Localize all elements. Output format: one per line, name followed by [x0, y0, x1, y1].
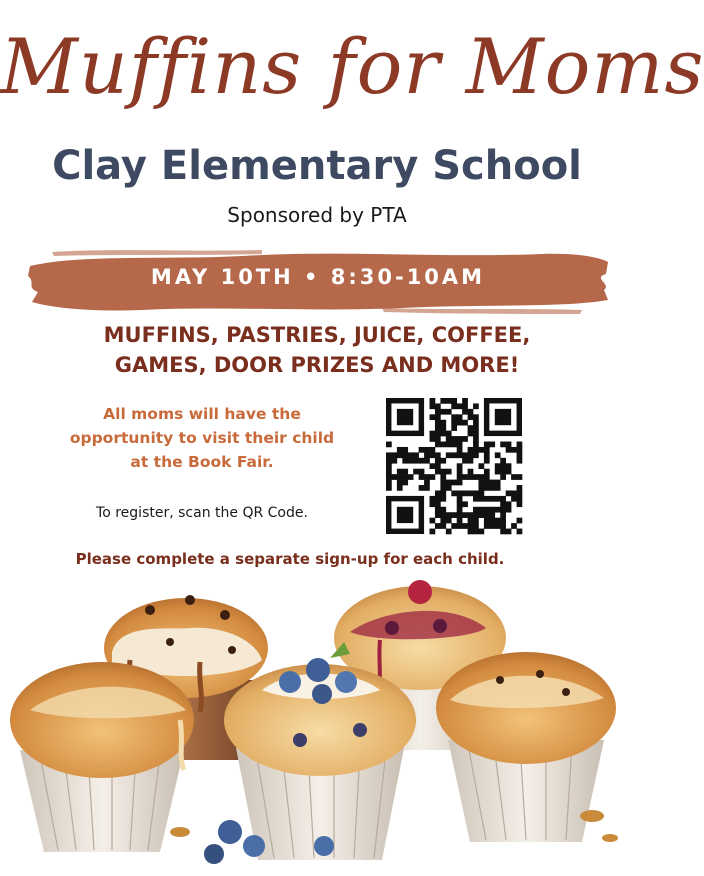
book-fair-line-2: opportunity to visit their child [69, 429, 335, 447]
date-banner [22, 244, 614, 318]
event-title: Muffins for Moms [0, 22, 704, 111]
book-fair-line-1: All moms will have the [103, 405, 301, 423]
qr-code-icon[interactable] [386, 398, 522, 534]
offerings-line-2: GAMES, DOOR PRIZES AND MORE! [114, 353, 520, 377]
offerings-line-1: MUFFINS, PASTRIES, JUICE, COFFEE, [103, 323, 531, 347]
sponsor-line: Sponsored by PTA [227, 203, 407, 227]
book-fair-line-3: at the Book Fair. [130, 453, 274, 471]
qr-code-graphic [386, 398, 522, 534]
register-note: To register, scan the QR Code. [96, 505, 308, 521]
offerings [0, 320, 634, 380]
school-name: Clay Elementary School [52, 143, 582, 189]
date-time: MAY 10TH • 8:30-10AM [150, 265, 486, 289]
muffin-glazed-left [10, 662, 194, 852]
signup-note: Please complete a separate sign-up for each child. [75, 550, 505, 568]
muffins-illustration [0, 570, 634, 872]
book-fair-note [26, 402, 378, 474]
